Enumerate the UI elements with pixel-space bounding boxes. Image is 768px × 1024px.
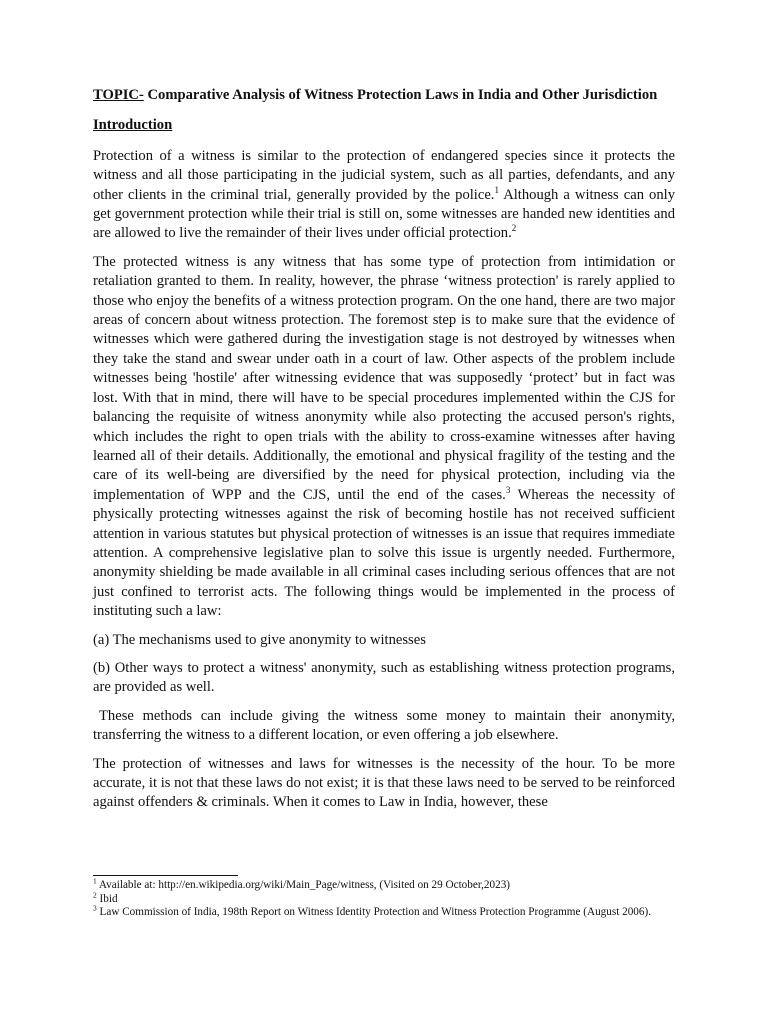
paragraph-1 [93, 147, 675, 244]
paragraph-1-part-b: Although a witness can only get government protection while their trial is still on, some witnesses are handed new identities and are allowed to live the remainder of their lives under official protection. [93, 186, 675, 242]
footnote-2 [93, 889, 675, 907]
footnote-1 [93, 876, 675, 893]
footnote-number: 2 [93, 889, 97, 899]
paragraph-2 [93, 253, 675, 622]
document-title [93, 86, 675, 105]
footnote-ref-1[interactable]: 1 [494, 184, 499, 195]
paragraph-methods: These methods can include giving the witness some money to maintain their anonymity, transferring the witness to a different location, or even offering a job elsewhere. [93, 707, 675, 744]
footnote-ref-3[interactable]: 3 [505, 484, 511, 495]
footnote-text: Available at: http://en.wikipedia.org/wiki/Main_Page/witness, (Visited on 29 October,2023) [96, 879, 511, 891]
footnote-text: Law Commission of India, 198th Report on Witness Identity Protection and Witness Protection Programme (August 2006). [96, 906, 652, 919]
footnote-number: 3 [93, 903, 97, 913]
paragraph-2-part-b: Whereas the necessity of physically protecting witnesses against the risk of becoming hostile has not received sufficient attention in various statutes but physical protection of witnesses is an issue that requires immediate attention. A comprehensive legislative plan to solve this issue is urgently needed. Furthermore, anonymity shielding be made available in all criminal cases including serious offences that are not just confined to terrorist acts. The following things would be implemented in the process of instituting such a law: [93, 486, 676, 620]
footnote-number: 1 [93, 876, 97, 886]
footnote-ref-2[interactable]: 2 [511, 223, 517, 234]
list-item-a: (a) The mechanisms used to give anonymity to witnesses [93, 631, 426, 648]
footnote-3 [93, 903, 675, 920]
paragraph-necessity: The protection of witnesses and laws for witnesses is the necessity of the hour. To be more accurate, it is not that these laws do not exist; it is that these laws need to be served to be reinforced against offenders & criminals. When it comes to Law in India, however, these [93, 755, 675, 811]
topic-text: Comparative Analysis of Witness Protection Laws in India and Other Jurisdiction [143, 87, 658, 103]
topic-label: TOPIC- [93, 87, 144, 103]
footnote-text: Ibid [96, 892, 118, 905]
footnotes [93, 875, 675, 920]
paragraph-2-part-a: The protected witness is any witness that has some type of protection from intimidation or retaliation granted to them. In reality, however, the phrase ‘witness protection' is rarely applied to those who enjoy the benefits of a witness protection program. On the one hand, there are two major areas of concern about witness protection. The foremost step is to make sure that the evidence of witnesses which were gathered during the investigation stage is not destroyed by witnesses when they take the stand and swear under oath in a court of law. Other aspects of the problem include witnesses being 'hostile' after witnessing evidence that was supposedly ‘protect’ but in fact was lost. With that in mind, there will have to be special procedures implemented within the CJS for balancing the requisite of witness anonymity while also protecting the accused person's rights, which includes the right to open trials with the ability to cross-examine witnesses after having learned all of their details. Additionally, the emotional and physical fragility of the testing and the care of its well-being are diversified by the need for physical protection, including via the implementation of WPP and the CJS, until the end of the cases. [93, 253, 675, 503]
footnote-separator [93, 875, 238, 876]
paragraph-1-part-a: Protection of a witness is similar to the protection of endangered species since it protects the witness and all those participating in the judicial system, such as all parties, defendants, and any other clients in the criminal trial, generally provided by the police. [93, 147, 675, 203]
section-heading-introduction: Introduction [93, 117, 173, 134]
list-item-b: (b) Other ways to protect a witness' anonymity, such as establishing witness protection programs, are provided as well. [93, 659, 675, 696]
